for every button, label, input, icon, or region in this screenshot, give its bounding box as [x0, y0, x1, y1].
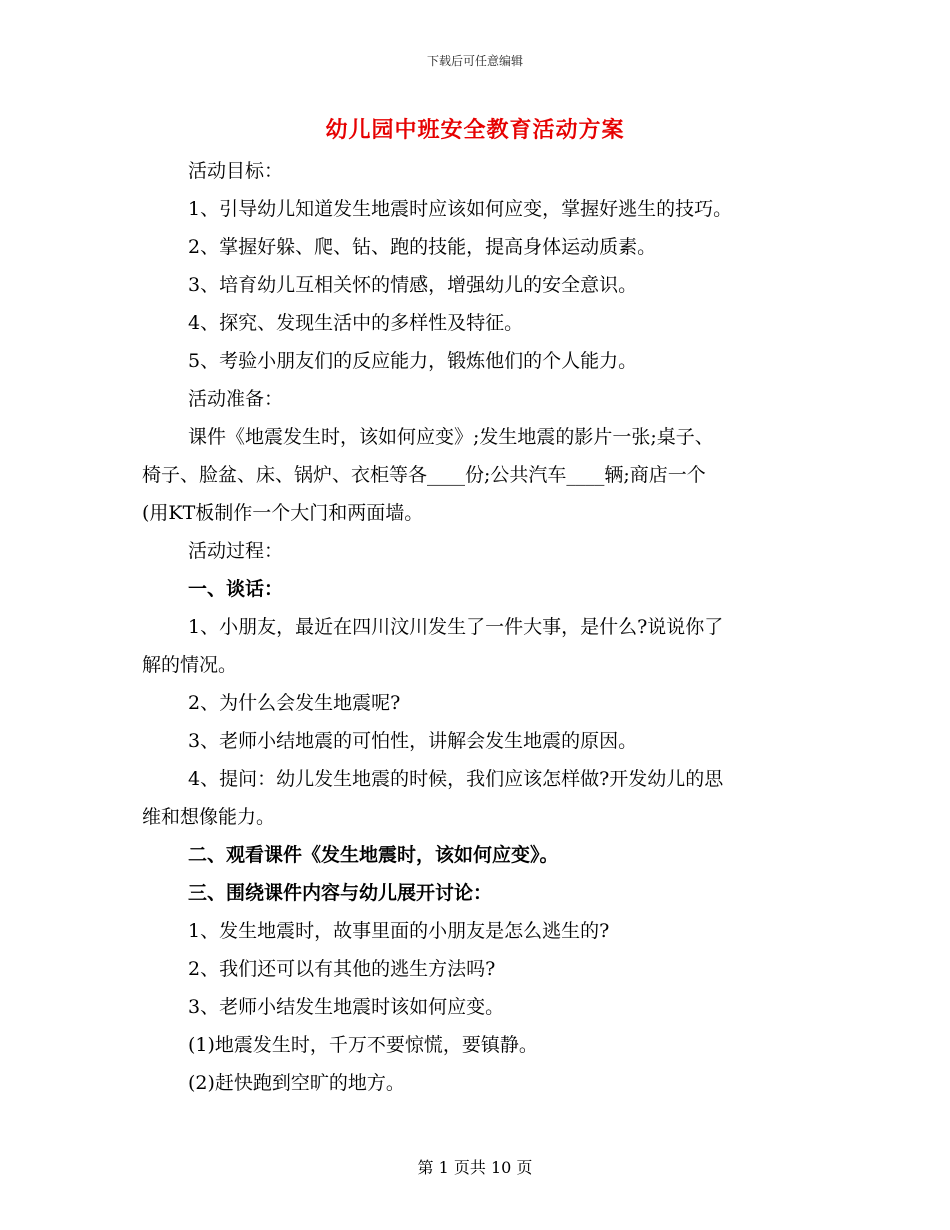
discussion-subitem: (2)赶快跑到空旷的地方。	[188, 1072, 405, 1094]
process-item-cont: 解的情况。	[142, 654, 238, 676]
page-footer: 第 1 页共 10 页	[417, 1158, 533, 1177]
discussion-item: 2、我们还可以有其他的逃生方法吗?	[188, 958, 496, 980]
section-heading-preparation: 活动准备：	[188, 388, 284, 410]
process-item-cont: 维和想像能力。	[142, 806, 276, 828]
goal-item: 3、培育幼儿互相关怀的情感，增强幼儿的安全意识。	[188, 274, 638, 296]
subheading-talk: 一、谈话：	[188, 578, 284, 600]
preparation-text-cont: 椅子、脸盆、床、锅炉、衣柜等各____份;公共汽车____辆;商店一个	[142, 464, 706, 486]
section-heading-goals: 活动目标：	[188, 160, 284, 182]
discussion-item: 1、发生地震时，故事里面的小朋友是怎么逃生的?	[188, 920, 610, 942]
goal-item: 1、引导幼儿知道发生地震时应该如何应变，掌握好逃生的技巧。	[188, 198, 733, 220]
header-note: 下载后可任意编辑	[426, 54, 523, 68]
subheading-discuss: 三、围绕课件内容与幼儿展开讨论：	[188, 882, 493, 904]
process-item: 1、小朋友，最近在四川汶川发生了一件大事，是什么?说说你了	[188, 616, 724, 638]
section-heading-process: 活动过程：	[188, 540, 284, 562]
preparation-text: 课件《地震发生时，该如何应变》;发生地震的影片一张;桌子、	[188, 426, 714, 448]
subheading-watch: 二、观看课件《发生地震时，该如何应变》。	[188, 844, 559, 866]
process-item: 3、老师小结地震的可怕性，讲解会发生地震的原因。	[188, 730, 638, 752]
process-item: 4、提问：幼儿发生地震的时候，我们应该怎样做?开发幼儿的思	[188, 768, 724, 790]
goal-item: 5、考验小朋友们的反应能力，锻炼他们的个人能力。	[188, 350, 638, 372]
preparation-text-cont: (用KT板制作一个大门和两面墙。	[142, 502, 424, 524]
document-body	[142, 152, 812, 1102]
discussion-subitem: (1)地震发生时，千万不要惊慌，要镇静。	[188, 1034, 538, 1056]
goal-item: 2、掌握好躲、爬、钻、跑的技能，提高身体运动质素。	[188, 236, 657, 258]
process-item: 2、为什么会发生地震呢?	[188, 692, 401, 714]
goal-item: 4、探究、发现生活中的多样性及特征。	[188, 312, 524, 334]
document-title: 幼儿园中班安全教育活动方案	[325, 117, 625, 143]
discussion-item: 3、老师小结发生地震时该如何应变。	[188, 996, 505, 1018]
